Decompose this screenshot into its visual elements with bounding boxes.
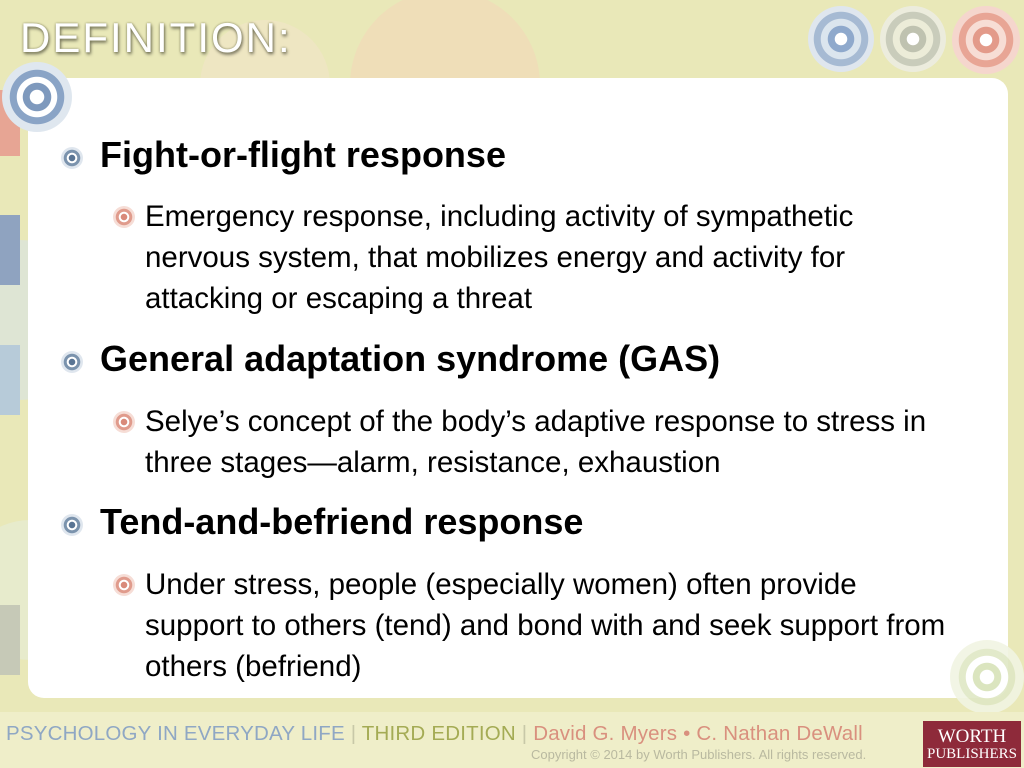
blue-target-bullet-icon <box>61 351 83 373</box>
publisher-subtitle: PUBLISHERS <box>926 746 1018 762</box>
slide-title: DEFINITION: <box>20 14 292 61</box>
term-heading: Fight-or-flight response <box>100 134 506 175</box>
side-bar-blue <box>0 215 20 285</box>
separator: | <box>515 722 534 745</box>
term-definition: Emergency response, including activity of sympathetic nervous system, that mobilizes energy and activity for attacking or escaping a threat <box>145 200 854 315</box>
book-citation <box>6 722 863 746</box>
copyright-notice: Copyright © 2014 by Worth Publishers. All rights reserved. <box>531 747 867 762</box>
authors: David G. Myers • C. Nathan DeWall <box>533 722 863 745</box>
salmon-target-bullet-icon <box>113 411 135 433</box>
term-definition: Selye’s concept of the body’s adaptive response to stress in three stages—alarm, resistance, exhaustion <box>145 405 927 479</box>
blue-target-bullet-icon <box>61 147 83 169</box>
salmon-target-bullet-icon <box>113 206 135 228</box>
edition: THIRD EDITION <box>361 722 516 745</box>
term-definition: Under stress, people (especially women) often provide support to others (tend) and bond with and seek support from others (befriend) <box>145 568 946 683</box>
blue-target-bullet-icon <box>61 514 83 536</box>
term-heading: Tend-and-befriend response <box>100 501 584 542</box>
term-heading: General adaptation syndrome (GAS) <box>100 338 721 379</box>
salmon-target-bullet-icon <box>113 574 135 596</box>
concentric-ring-icon <box>880 6 946 72</box>
publisher-name: WORTH <box>937 726 1007 747</box>
concentric-ring-icon <box>808 6 874 72</box>
separator: | <box>344 722 362 745</box>
concentric-ring-icon <box>952 6 1020 74</box>
side-bar-gray <box>0 605 20 675</box>
side-bar-light-blue <box>0 345 20 415</box>
concentric-ring-icon <box>2 62 72 132</box>
book-title: PSYCHOLOGY IN EVERYDAY LIFE <box>6 722 345 745</box>
concentric-ring-icon <box>950 640 1024 714</box>
publisher-logo <box>923 721 1021 767</box>
